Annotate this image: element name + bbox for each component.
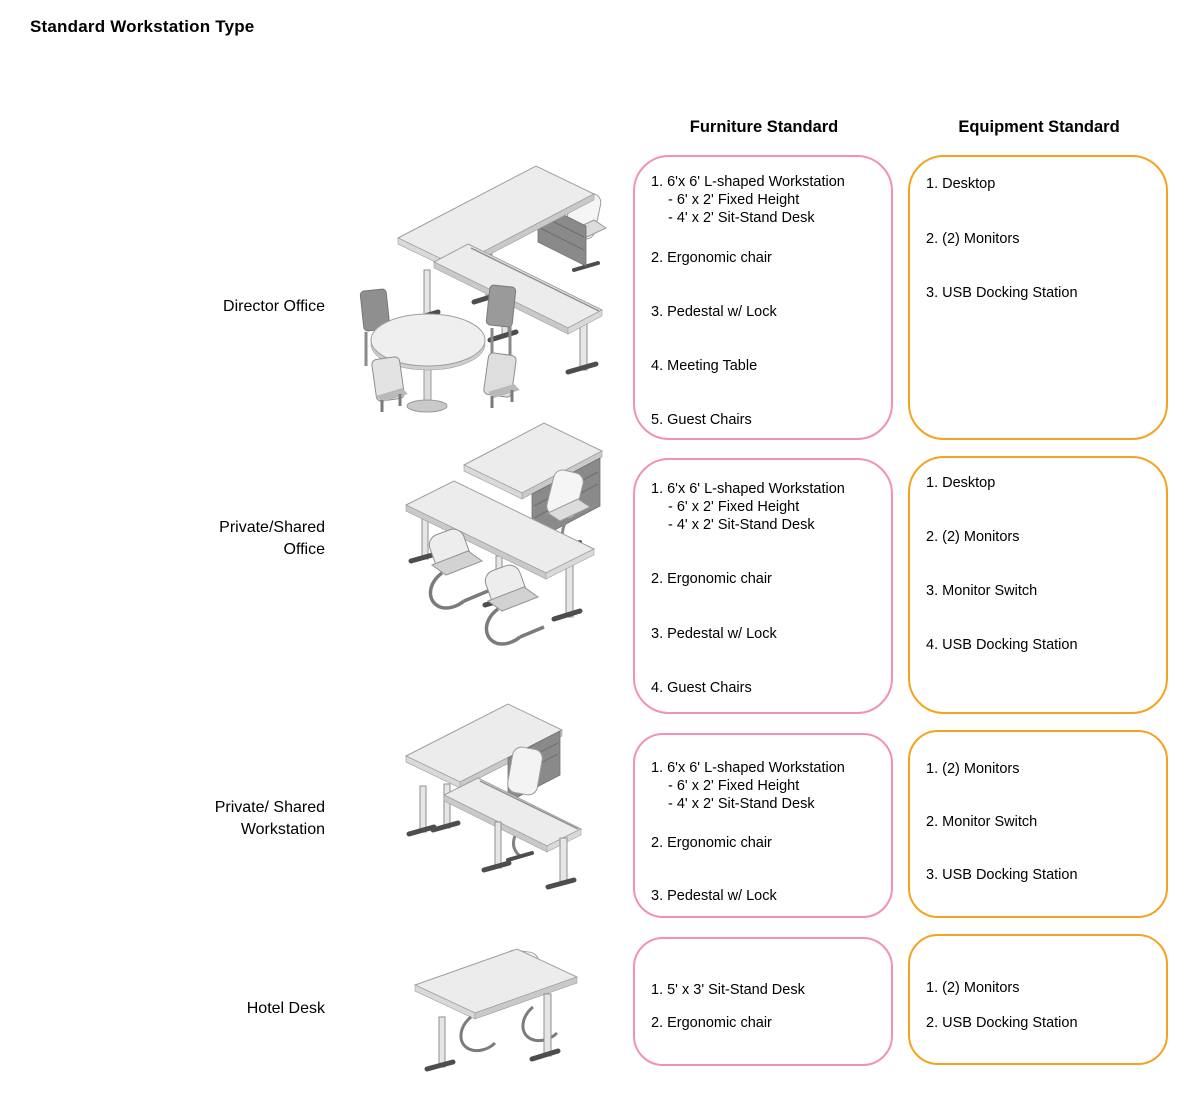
furniture-item <box>651 480 885 534</box>
furniture-item-subtext: - 4' x 2' Sit-Stand Desk <box>668 210 815 226</box>
equipment-item: 3. USB Docking Station <box>926 285 1078 301</box>
furniture-item: 3. Pedestal w/ Lock <box>651 626 777 642</box>
equipment-item: 2. Monitor Switch <box>926 814 1038 830</box>
guest-chair <box>483 352 520 408</box>
director-office-illustration <box>340 118 620 414</box>
furniture-item: 4. Guest Chairs <box>651 680 752 696</box>
row-label-private-shared-office <box>100 517 325 560</box>
equipment-item: 1. (2) Monitors <box>926 980 1020 996</box>
row-label-line: Director Office <box>223 298 325 315</box>
private-shared-workstation-illustration <box>400 700 585 892</box>
furniture-box-private-shared-workstation <box>633 733 893 918</box>
furniture-item: 5. Guest Chairs <box>651 412 752 428</box>
equipment-box-private-shared-workstation <box>908 730 1168 918</box>
furniture-item: 1. 5' x 3' Sit-Stand Desk <box>651 982 805 998</box>
page-title: Standard Workstation Type <box>30 17 255 36</box>
private-shared-office-illustration <box>398 413 608 653</box>
row-label-line: Workstation <box>240 820 325 838</box>
equipment-item: 2. USB Docking Station <box>926 1015 1078 1031</box>
furniture-item: 3. Pedestal w/ Lock <box>651 304 777 320</box>
furniture-standard-header: Furniture Standard <box>689 118 839 136</box>
furniture-item <box>651 173 885 227</box>
furniture-item-subtext: - 6' x 2' Fixed Height <box>668 778 800 794</box>
hotel-desk-illustration <box>405 933 585 1085</box>
furniture-item: 2. Ergonomic chair <box>651 1015 772 1031</box>
furniture-item-subtext: - 4' x 2' Sit-Stand Desk <box>668 796 815 812</box>
meeting-table-group <box>360 285 520 412</box>
sit-stand-desk <box>415 949 577 1069</box>
equipment-box-hotel-desk <box>908 934 1168 1065</box>
furniture-item-subtext: - 6' x 2' Fixed Height <box>668 499 800 515</box>
furniture-item-subtext: - 6' x 2' Fixed Height <box>668 192 800 208</box>
equipment-item: 4. USB Docking Station <box>926 637 1078 653</box>
furniture-item-subtext: - 4' x 2' Sit-Stand Desk <box>668 517 815 533</box>
row-label-director-office <box>100 296 325 318</box>
guest-chair <box>486 285 516 360</box>
equipment-item: 1. Desktop <box>926 176 996 192</box>
row-label-line: Office <box>283 540 325 558</box>
equipment-item: 1. (2) Monitors <box>926 761 1020 777</box>
furniture-box-hotel-desk <box>633 937 893 1066</box>
row-label-private-shared-workstation <box>100 797 325 840</box>
furniture-item: 4. Meeting Table <box>651 358 758 374</box>
furniture-item: 2. Ergonomic chair <box>651 571 772 587</box>
equipment-item: 3. Monitor Switch <box>926 583 1038 599</box>
row-label-line: Private/Shared <box>219 519 325 536</box>
furniture-item-text: 1. 6'x 6' L-shaped Workstation <box>651 481 845 497</box>
furniture-item: 2. Ergonomic chair <box>651 835 772 851</box>
furniture-item-text: 1. 6'x 6' L-shaped Workstation <box>651 760 845 776</box>
equipment-standard-header: Equipment Standard <box>958 118 1120 136</box>
furniture-item: 3. Pedestal w/ Lock <box>651 888 777 904</box>
row-label-line: Private/ Shared <box>214 799 325 816</box>
guest-chair <box>482 562 544 644</box>
furniture-item <box>651 759 885 813</box>
equipment-item: 2. (2) Monitors <box>926 529 1020 545</box>
row-label-hotel-desk <box>100 998 325 1020</box>
equipment-item: 1. Desktop <box>926 475 996 491</box>
equipment-item: 3. USB Docking Station <box>926 867 1078 883</box>
furniture-box-director-office <box>633 155 893 440</box>
furniture-item-text: 1. 6'x 6' L-shaped Workstation <box>651 174 845 190</box>
row-label-line: Hotel Desk <box>246 1000 325 1017</box>
furniture-item: 2. Ergonomic chair <box>651 250 772 266</box>
equipment-item: 2. (2) Monitors <box>926 231 1020 247</box>
furniture-box-private-shared-office <box>633 458 893 714</box>
equipment-box-director-office <box>908 155 1168 440</box>
equipment-box-private-shared-office <box>908 456 1168 714</box>
